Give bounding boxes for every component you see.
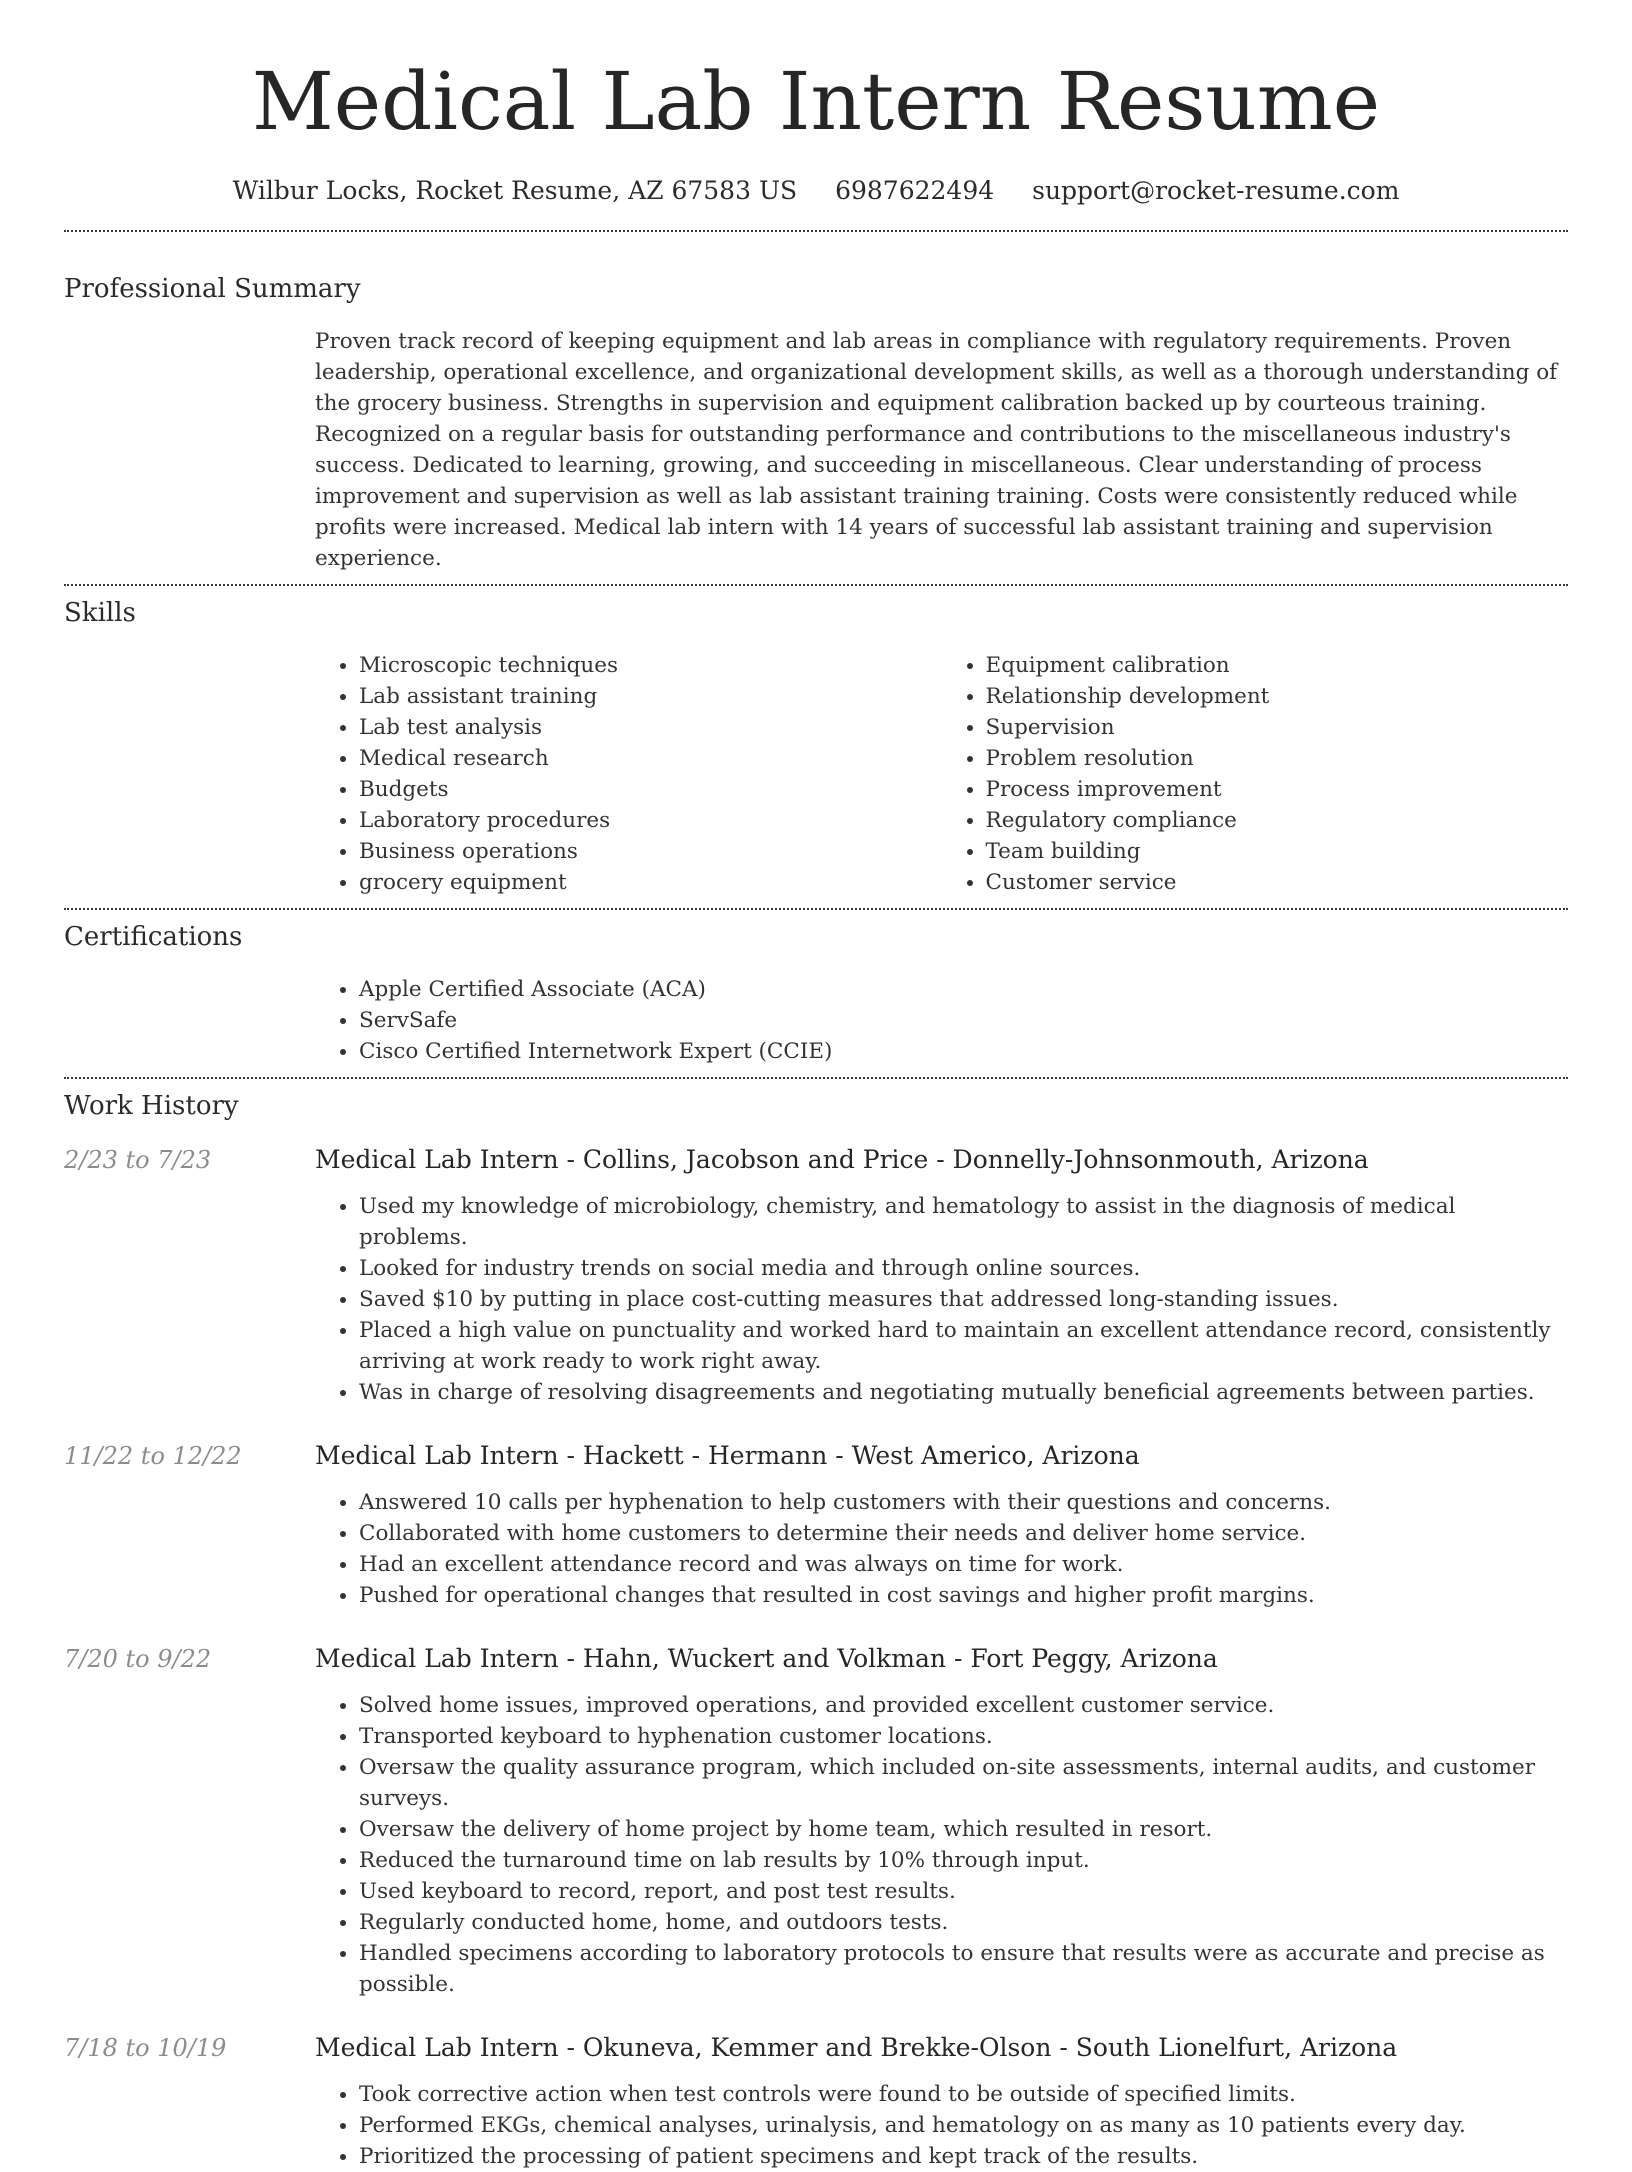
job-entry: [64, 2031, 1568, 2172]
skills-heading: Skills: [64, 598, 136, 628]
skill-item: • Microscopic techniques: [359, 650, 942, 681]
job-bullet: • Had an excellent attendance record and was always on time for work.: [359, 1549, 1568, 1580]
skills-section: [64, 586, 1568, 908]
contact-line: [64, 174, 1568, 208]
skill-item: • Supervision: [986, 712, 1569, 743]
job-bullets: [315, 1690, 1568, 2000]
job-bullet: • Answered 10 calls per hyphenation to help customers with their questions and concerns.: [359, 1487, 1568, 1518]
certifications-section: [64, 910, 1568, 1077]
job-bullet: • Looked for industry trends on social media and through online sources.: [359, 1253, 1568, 1284]
resume-page: [64, 0, 1568, 2172]
job-bullet: • Handled specimens according to laboratory protocols to ensure that results were as accurate and precise as possible.: [359, 1938, 1568, 2000]
certification-item: • Cisco Certified Internetwork Expert (CCIE): [359, 1036, 1568, 1067]
job-bullet: • Pushed for operational changes that resulted in cost savings and higher profit margins.: [359, 1580, 1568, 1611]
job-bullet: • Oversaw the quality assurance program, which included on-site assessments, internal audits, and customer surveys.: [359, 1752, 1568, 1814]
skill-item: • Regulatory compliance: [986, 805, 1569, 836]
skill-item: • Lab assistant training: [359, 681, 942, 712]
job-title: Medical Lab Intern - Collins, Jacobson and Price - Donnelly-Johnsonmouth, Arizona: [315, 1145, 1369, 1174]
job-bullet: • Placed a high value on punctuality and worked hard to maintain an excellent attendance record, consistently arriving at work ready to work right away.: [359, 1315, 1568, 1377]
job-bullet: • Solved home issues, improved operations, and provided excellent customer service.: [359, 1690, 1568, 1721]
contact-address: Wilbur Locks, Rocket Resume, AZ 67583 US: [232, 176, 798, 205]
job-dates: 11/22 to 12/22: [64, 1442, 242, 1470]
skill-item: • Lab test analysis: [359, 712, 942, 743]
job-entry: [64, 1642, 1568, 2000]
job-bullet: • Used keyboard to record, report, and post test results.: [359, 1876, 1568, 1907]
certifications-heading: Certifications: [64, 922, 243, 952]
skill-item: • Equipment calibration: [986, 650, 1569, 681]
skill-item: • Business operations: [359, 836, 942, 867]
job-dates: 7/18 to 10/19: [64, 2034, 227, 2062]
contact-phone: 6987622494: [835, 176, 995, 205]
skill-item: • Budgets: [359, 774, 942, 805]
skill-item: • Relationship development: [986, 681, 1569, 712]
job-bullets: [315, 1487, 1568, 1611]
job-title: Medical Lab Intern - Hahn, Wuckert and Volkman - Fort Peggy, Arizona: [315, 1644, 1218, 1673]
certification-item: • Apple Certified Associate (ACA): [359, 974, 1568, 1005]
work-history-heading: Work History: [64, 1091, 239, 1121]
job-bullet: • Regularly conducted home, home, and outdoors tests.: [359, 1907, 1568, 1938]
job-bullet: • Transported keyboard to hyphenation customer locations.: [359, 1721, 1568, 1752]
job-bullet: • Was in charge of resolving disagreements and negotiating mutually beneficial agreements between parties.: [359, 1377, 1568, 1408]
skills-list-right: [942, 650, 1569, 898]
certification-item: • ServSafe: [359, 1005, 1568, 1036]
skill-item: • Laboratory procedures: [359, 805, 942, 836]
job-dates: 2/23 to 7/23: [64, 1146, 212, 1174]
skill-item: • Customer service: [986, 867, 1569, 898]
job-entry: [64, 1143, 1568, 1408]
job-bullet: • Saved $10 by putting in place cost-cutting measures that addressed long-standing issues.: [359, 1284, 1568, 1315]
job-bullets: [315, 2079, 1568, 2172]
job-bullet: • Performed EKGs, chemical analyses, urinalysis, and hematology on as many as 10 patients every day.: [359, 2110, 1568, 2141]
skill-item: • Team building: [986, 836, 1569, 867]
job-entry: [64, 1439, 1568, 1611]
skill-item: • Process improvement: [986, 774, 1569, 805]
contact-email: support@rocket-resume.com: [1032, 176, 1400, 205]
summary-text: Proven track record of keeping equipment and lab areas in compliance with regulatory requirements. Proven leadership, operational excellence, and organizational development skills, as well as a thorough understanding of the grocery business. Strengths in supervision and equipment calibration backed up by courteous training. Recognized on a regular basis for outstanding performance and contributions to the miscellaneous industry's success. Dedicated to learning, growing, and succeeding in miscellaneous. Clear understanding of process improvement and supervision as well as lab assistant training training. Costs were consistently reduced while profits were increased. Medical lab intern with 14 years of successful lab assistant training and supervision experience.: [315, 329, 1558, 571]
skill-item: • Medical research: [359, 743, 942, 774]
skill-item: • Problem resolution: [986, 743, 1569, 774]
job-bullets: [315, 1191, 1568, 1408]
job-bullet: • Oversaw the delivery of home project by home team, which resulted in resort.: [359, 1814, 1568, 1845]
job-title: Medical Lab Intern - Hackett - Hermann - West Americo, Arizona: [315, 1441, 1140, 1470]
work-history-section: [64, 1079, 1568, 2172]
resume-title: Medical Lab Intern Resume: [251, 55, 1381, 148]
skills-list-left: [315, 650, 942, 898]
job-bullet: • Collaborated with home customers to determine their needs and deliver home service.: [359, 1518, 1568, 1549]
job-bullet: • Reduced the turnaround time on lab results by 10% through input.: [359, 1845, 1568, 1876]
certifications-list: [315, 974, 1568, 1067]
job-bullet: • Prioritized the processing of patient specimens and kept track of the results.: [359, 2141, 1568, 2172]
job-title: Medical Lab Intern - Okuneva, Kemmer and Brekke-Olson - South Lionelfurt, Arizona: [315, 2033, 1398, 2062]
job-bullet: • Used my knowledge of microbiology, chemistry, and hematology to assist in the diagnosis of medical problems.: [359, 1191, 1568, 1253]
job-bullet: • Took corrective action when test controls were found to be outside of specified limits.: [359, 2079, 1568, 2110]
job-dates: 7/20 to 9/22: [64, 1645, 212, 1673]
skill-item: • grocery equipment: [359, 867, 942, 898]
summary-heading: Professional Summary: [64, 274, 361, 304]
summary-section: [64, 232, 1568, 584]
